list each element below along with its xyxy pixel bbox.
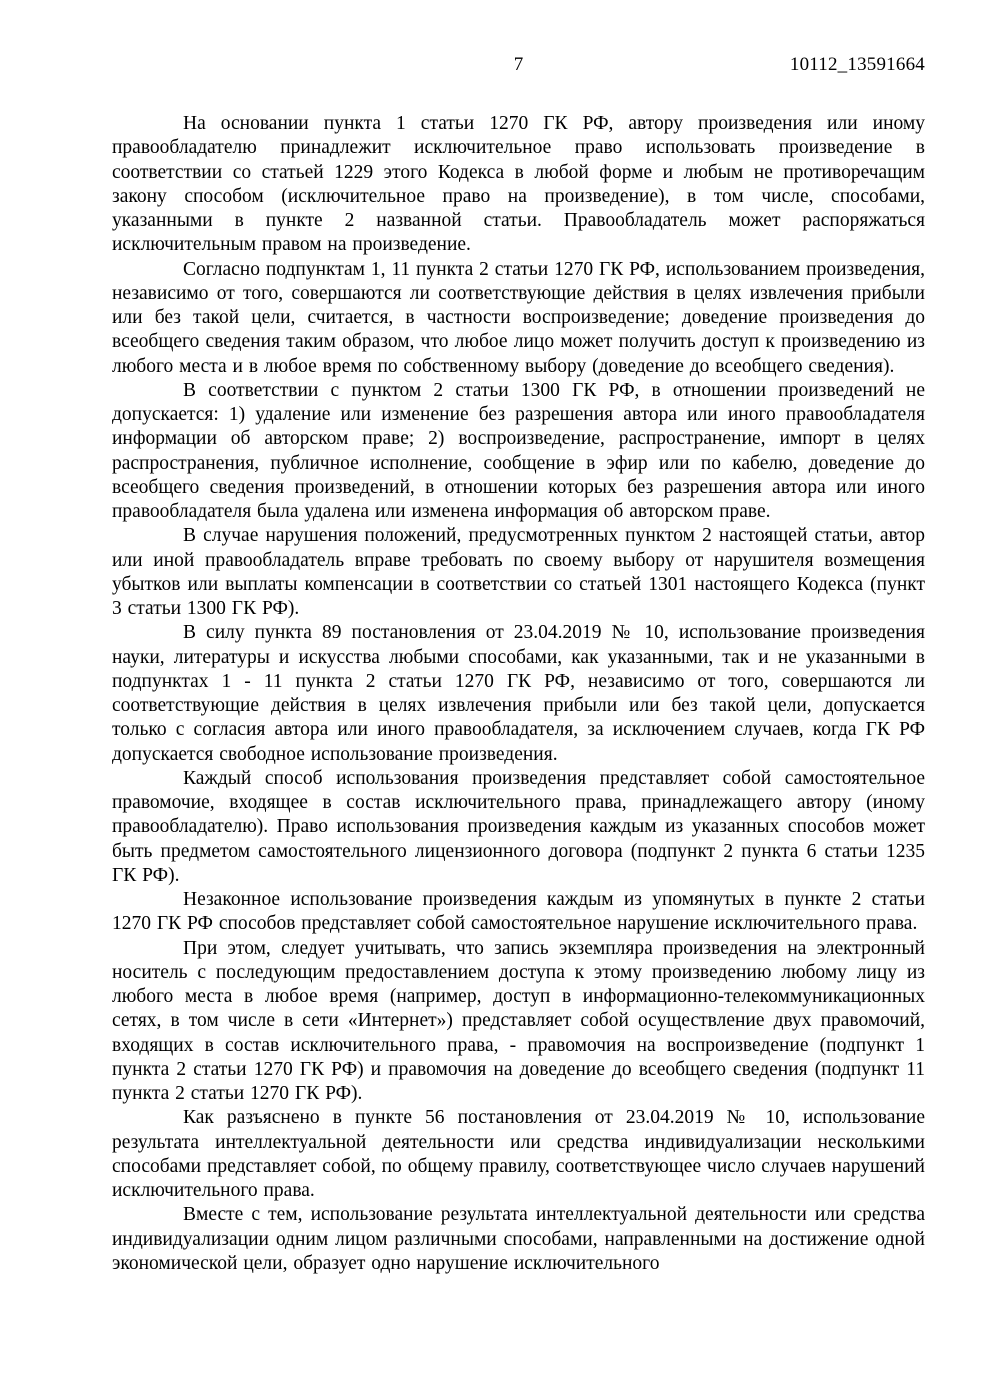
paragraph: Согласно подпунктам 1, 11 пункта 2 статьи 1270 ГК РФ, использованием произведения, независимо от того, совершаются ли соответствующие действия в целях извлечения прибыли или без такой цели, считается, в частности воспроизведение; доведение произведения до всеобщего сведения таким образом, что любое лицо может получить доступ к произведению из любого места и в любое время по собственному выбору (доведение до всеобщего сведения).	[112, 258, 925, 377]
document-body	[112, 112, 925, 1276]
document-id: 10112_13591664	[789, 54, 925, 75]
paragraph: Вместе с тем, использование результата интеллектуальной деятельности или средства индивидуализации одним лицом различными способами, направленными на достижение одной экономической цели, образует одно нарушение исключительного	[112, 1204, 925, 1274]
page-header	[112, 52, 925, 78]
paragraph: Как разъяснено в пункте 56 постановления от 23.04.2019 № 10, использование результата интеллектуальной деятельности или средства индивидуализации несколькими способами представляет собой, по общему правилу, соответствующее число случаев нарушений исключительного права.	[112, 1107, 925, 1201]
paragraph: Незаконное использование произведения каждым из упомянутых в пункте 2 статьи 1270 ГК РФ способов представляет собой самостоятельное нарушение исключительного права.	[112, 889, 925, 935]
paragraph: Каждый способ использования произведения представляет собой самостоятельное правомочие, входящее в состав исключительного права, принадлежащего автору (иному правообладателю). Право использования произведения каждым из указанных способов может быть предметом самостоятельного лицензионного договора (подпункт 2 пункта 6 статьи 1235 ГК РФ).	[112, 767, 925, 886]
text-column	[112, 0, 925, 1276]
page-number: 7	[513, 54, 524, 75]
paragraph: В силу пункта 89 постановления от 23.04.2019 № 10, использование произведения науки, литературы и искусства любыми способами, как указанными, так и не указанными в подпунктах 1 - 11 пункта 2 статьи 1270 ГК РФ, независимо от того, совершаются ли соответствующие действия в целях извлечения прибыли или без такой цели, допускается только с согласия автора или иного правообладателя, за исключением случаев, когда ГК РФ допускается свободное использование произведения.	[112, 622, 925, 765]
paragraph: В соответствии с пунктом 2 статьи 1300 ГК РФ, в отношении произведений не допускается: 1) удаление или изменение без разрешения автора или иного правообладателя информации об авторском праве; 2) воспроизведение, распространение, импорт в целях распространения, публичное исполнение, сообщение в эфир или по кабелю, доведение до всеобщего сведения произведений, в отношении которых без разрешения автора или иного правообладателя была удалена или изменена информация об авторском праве.	[112, 379, 925, 522]
paragraph: При этом, следует учитывать, что запись экземпляра произведения на электронный носитель с последующим предоставлением доступа к этому произведению любому лицу из любого места в любое время (например, доступ в информационно-телекоммуникационных сетях, в том числе в сети «Интернет») представляет собой осуществление двух правомочий, входящих в состав исключительного права, - правомочия на воспроизведение (подпункт 1 пункта 2 статьи 1270 ГК РФ) и правомочия на доведение до всеобщего сведения (подпункт 11 пункта 2 статьи 1270 ГК РФ).	[112, 937, 925, 1104]
paragraph: В случае нарушения положений, предусмотренных пунктом 2 настоящей статьи, автор или иной правообладатель вправе требовать по своему выбору от нарушителя возмещения убытков или выплаты компенсации в соответствии со статьей 1301 настоящего Кодекса (пункт 3 статьи 1300 ГК РФ).	[112, 525, 925, 619]
paragraph: На основании пункта 1 статьи 1270 ГК РФ, автору произведения или иному правообладателю принадлежит исключительное право использовать произведение в соответствии со статьей 1229 этого Кодекса в любой форме и любым не противоречащим закону способом (исключительное право на произведение), в том числе, способами, указанными в пункте 2 названной статьи. Правообладатель может распоряжаться исключительным правом на произведение.	[112, 113, 925, 256]
